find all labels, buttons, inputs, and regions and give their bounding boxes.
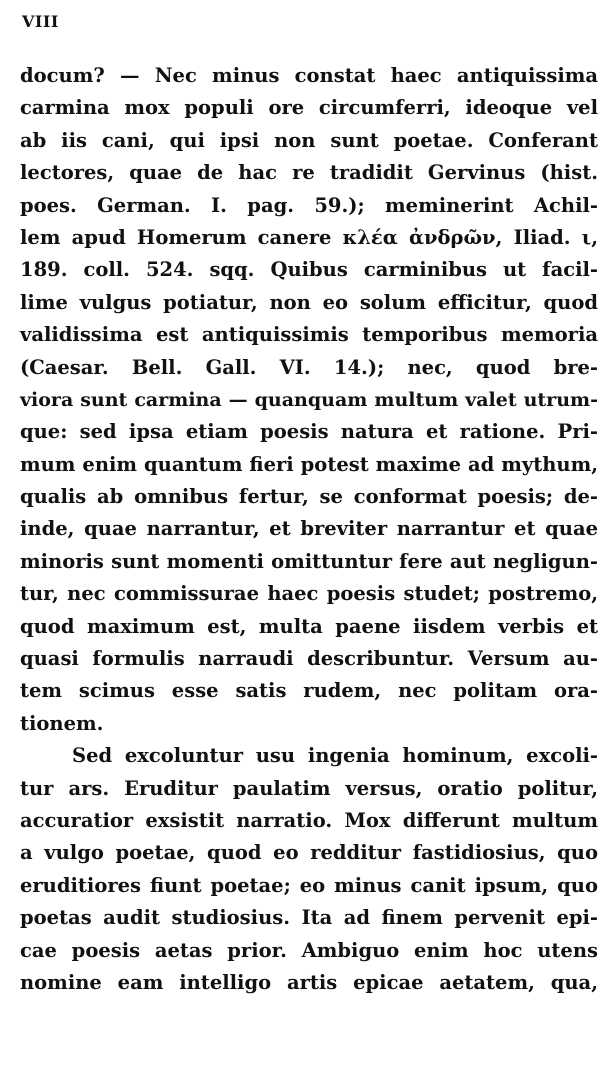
text-line: tur, nec commissurae haec poesis studet; postremo, bbox=[20, 582, 598, 606]
text-line: tionem. bbox=[20, 711, 104, 735]
text-line: mum enim quantum fieri potest maxime ad mythum, bbox=[20, 452, 598, 476]
text-line: docum? — Nec minus constat haec antiquissima bbox=[20, 64, 598, 87]
text-line: nomine eam intelligo artis epicae aetatem, qua, bbox=[20, 970, 598, 994]
text-line: accuratior exsistit narratio. Mox differunt multum bbox=[20, 808, 598, 832]
text-line: poetas audit studiosius. Ita ad finem pervenit epi- bbox=[20, 906, 598, 930]
text-line: quod maximum est, multa paene iisdem verbis et bbox=[20, 614, 598, 638]
text-line: cae poesis aetas prior. Ambiguo enim hoc utens bbox=[20, 938, 598, 962]
text-line: eruditiores fiunt poetae; eo minus canit ipsum, quo bbox=[20, 873, 598, 897]
text-line: Sed excoluntur usu ingenia hominum, excoli- bbox=[72, 744, 598, 768]
paragraph-2 bbox=[20, 740, 598, 999]
paragraph-1 bbox=[20, 60, 598, 740]
text-line: quasi formulis narraudi describuntur. Versum au- bbox=[20, 647, 598, 671]
text-line: poes. German. I. pag. 59.); meminerint Achil- bbox=[20, 193, 598, 217]
page-number: VIII bbox=[22, 12, 59, 31]
text-line: lime vulgus potiatur, non eo solum efficitur, quod bbox=[20, 290, 598, 314]
text-line: tur ars. Eruditur paulatim versus, oratio politur, bbox=[20, 776, 598, 800]
text-line: minoris sunt momenti omittuntur fere aut negligun- bbox=[20, 549, 598, 573]
body-text bbox=[20, 60, 598, 999]
text-line: que: sed ipsa etiam poesis natura et ratione. Pri- bbox=[20, 420, 598, 444]
text-line: 189. coll. 524. sqq. Quibus carminibus ut facil- bbox=[20, 258, 598, 282]
text-line: ab iis cani, qui ipsi non sunt poetae. Conferant bbox=[20, 128, 598, 152]
text-line: viora sunt carmina — quanquam multum valet utrum- bbox=[20, 388, 598, 411]
text-line: qualis ab omnibus fertur, se conformat poesis; de- bbox=[20, 485, 598, 509]
text-line: lem apud Homerum canere κλέα ἀνδρῶν, Iliad. ι, bbox=[20, 225, 598, 249]
text-line: a vulgo poetae, quod eo redditur fastidiosius, quo bbox=[20, 841, 598, 865]
text-line: tem scimus esse satis rudem, nec politam ora- bbox=[20, 679, 598, 703]
text-line: inde, quae narrantur, et breviter narrantur et quae bbox=[20, 517, 598, 541]
text-line: lectores, quae de hac re tradidit Gervinus (hist. bbox=[20, 161, 598, 185]
text-line: carmina mox populi ore circumferri, ideoque vel bbox=[20, 96, 598, 120]
text-line: (Caesar. Bell. Gall. VI. 14.); nec, quod bre- bbox=[20, 355, 598, 379]
text-line: validissima est antiquissimis temporibus memoria bbox=[20, 323, 598, 347]
